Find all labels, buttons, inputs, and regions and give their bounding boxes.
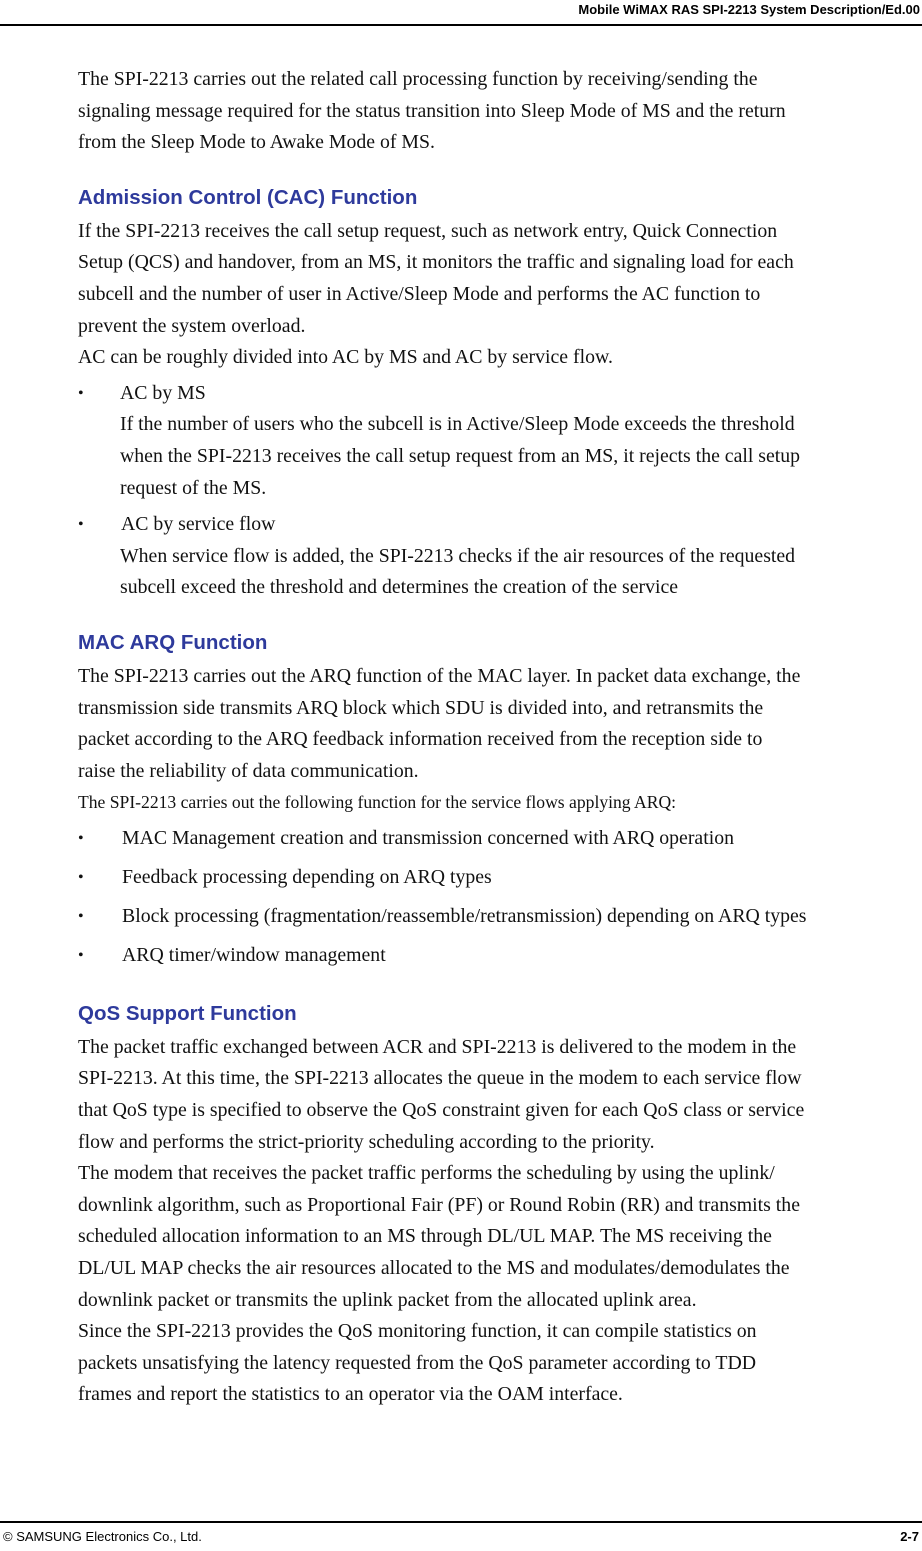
qos-line: packets unsatisfying the latency requested from the QoS parameter according to TDD	[78, 1351, 757, 1374]
section-qos	[78, 1001, 920, 1411]
qos-line: downlink packet or transmits the uplink packet from the allocated uplink area.	[78, 1288, 697, 1311]
bullet-icon: •	[78, 907, 84, 925]
bullet-body-line: request of the MS.	[120, 476, 267, 499]
section-cac	[78, 185, 920, 604]
qos-line: The modem that receives the packet traffic performs the scheduling by using the uplink/	[78, 1162, 775, 1185]
running-header-title: Mobile WiMAX RAS SPI-2213 System Description/Ed.00	[578, 2, 920, 17]
arq-bullet-list	[78, 819, 920, 975]
footer-copyright: © SAMSUNG Electronics Co., Ltd.	[3, 1529, 202, 1544]
section-heading-cac: Admission Control (CAC) Function	[78, 185, 418, 209]
footer-rule	[0, 1521, 922, 1523]
qos-line: The packet traffic exchanged between ACR and SPI-2213 is delivered to the modem in the	[78, 1035, 797, 1058]
arq-line: raise the reliability of data communication.	[78, 759, 419, 782]
bullet-icon: •	[78, 384, 84, 402]
qos-line: frames and report the statistics to an operator via the OAM interface.	[78, 1383, 623, 1406]
qos-line: Since the SPI-2213 provides the QoS monitoring function, it can compile statistics on	[78, 1320, 757, 1343]
section-heading-qos: QoS Support Function	[78, 1001, 297, 1025]
qos-line: flow and performs the strict-priority scheduling according to the priority.	[78, 1130, 655, 1153]
arq-line: The SPI-2213 carries out the ARQ function of the MAC layer. In packet data exchange, the	[78, 664, 801, 687]
cac-line: subcell and the number of user in Active/Sleep Mode and performs the AC function to	[78, 282, 761, 305]
intro-paragraph	[78, 64, 920, 159]
list-item	[78, 897, 920, 936]
section-arq	[78, 630, 920, 975]
bullet-item-ac-by-service-flow	[78, 509, 920, 541]
bullet-body-line: subcell exceed the threshold and determines the creation of the service	[120, 576, 679, 599]
qos-line: SPI-2213. At this time, the SPI-2213 allocates the queue in the modem to each service flow	[78, 1067, 802, 1090]
page-body	[78, 64, 920, 1411]
header-rule	[0, 24, 922, 26]
cac-line: AC can be roughly divided into AC by MS and AC by service flow.	[78, 346, 613, 369]
bullet-body-ac-by-ms	[78, 409, 920, 504]
bullet-body-ac-by-service-flow	[78, 541, 920, 604]
intro-line: signaling message required for the status transition into Sleep Mode of MS and the return	[78, 99, 786, 122]
qos-line: that QoS type is specified to observe the QoS constraint given for each QoS class or service	[78, 1099, 805, 1122]
list-item-text: ARQ timer/window management	[122, 943, 386, 966]
bullet-item-ac-by-ms	[78, 378, 920, 410]
arq-line: transmission side transmits ARQ block which SDU is divided into, and retransmits the	[78, 696, 764, 719]
list-item-text: MAC Management creation and transmission concerned with ARQ operation	[122, 826, 734, 849]
arq-line: packet according to the ARQ feedback information received from the reception side to	[78, 728, 763, 751]
list-item	[78, 858, 920, 897]
qos-line: downlink algorithm, such as Proportional Fair (PF) or Round Robin (RR) and transmits the	[78, 1193, 800, 1216]
page-number: 2-7	[900, 1529, 919, 1544]
bullet-title: AC by service flow	[121, 513, 276, 536]
qos-line: scheduled allocation information to an MS through DL/UL MAP. The MS receiving the	[78, 1225, 772, 1248]
bullet-title: AC by MS	[120, 381, 206, 404]
qos-line: DL/UL MAP checks the air resources allocated to the MS and modulates/demodulates the	[78, 1257, 790, 1280]
cac-line: Setup (QCS) and handover, from an MS, it monitors the traffic and signaling load for each	[78, 251, 794, 274]
bullet-icon: •	[78, 946, 84, 964]
list-item	[78, 936, 920, 975]
bullet-body-line: If the number of users who the subcell is in Active/Sleep Mode exceeds the threshold	[120, 413, 795, 436]
bullet-body-line: when the SPI-2213 receives the call setup request from an MS, it rejects the call setup	[120, 444, 801, 467]
list-item-text: Block processing (fragmentation/reassemble/retransmission) depending on ARQ types	[122, 904, 807, 927]
list-item	[78, 819, 920, 858]
arq-lead-in: The SPI-2213 carries out the following function for the service flows applying ARQ:	[78, 792, 677, 813]
cac-line: If the SPI-2213 receives the call setup request, such as network entry, Quick Connection	[78, 219, 778, 242]
cac-line: prevent the system overload.	[78, 314, 306, 337]
bullet-icon: •	[78, 829, 84, 847]
list-item-text: Feedback processing depending on ARQ types	[122, 865, 492, 888]
intro-line: from the Sleep Mode to Awake Mode of MS.	[78, 131, 435, 154]
section-heading-arq: MAC ARQ Function	[78, 630, 268, 654]
bullet-icon: •	[78, 516, 84, 534]
intro-line: The SPI-2213 carries out the related call processing function by receiving/sending the	[78, 68, 758, 90]
bullet-body-line: When service flow is added, the SPI-2213 checks if the air resources of the requested	[120, 544, 796, 567]
bullet-icon: •	[78, 868, 84, 886]
